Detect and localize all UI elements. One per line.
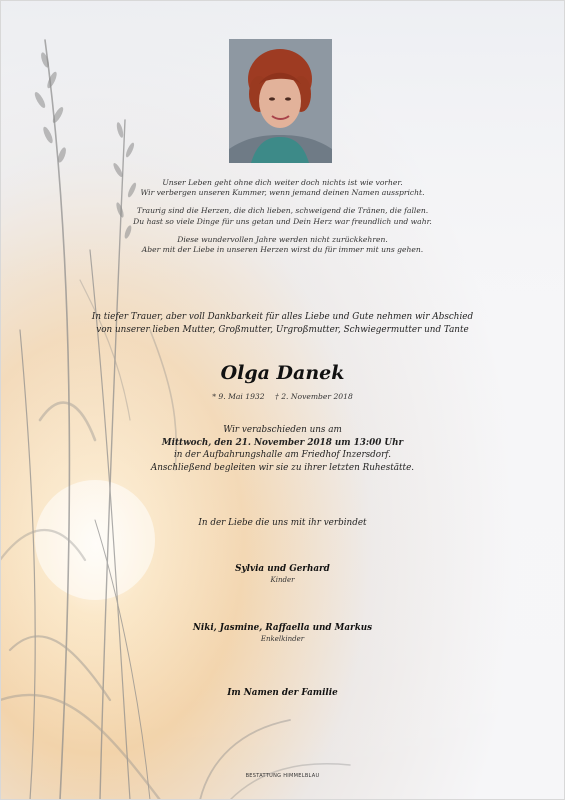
funeral-details: [0, 424, 565, 474]
poem-line: Wir verbergen unseren Kummer, wenn jemand deinen Namen ausspricht.: [140, 188, 425, 198]
mourner-group: [0, 563, 565, 585]
portrait-photo: [229, 39, 332, 163]
intro-line: von unserer lieben Mutter, Großmutter, Urgroßmutter, Schwiegermutter und Tante: [96, 324, 469, 335]
farewell-intro: [0, 311, 565, 336]
deceased-name: Olga Danek: [220, 362, 345, 384]
intro-line: In tiefer Trauer, aber voll Dankbarkeit für alles Liebe und Gute nehmen wir Abschied: [91, 312, 474, 322]
poem-line: Aber mit der Liebe in unseren Herzen wirst du für immer mit uns gehen.: [141, 245, 424, 255]
mourner-names: Sylvia und Gerhard: [235, 564, 330, 574]
birth-date: * 9. Mai 1932: [212, 392, 265, 401]
poem-stanza: [0, 235, 565, 255]
love-line: In der Liebe die uns mit ihr verbindet: [198, 518, 367, 528]
poem: [0, 178, 565, 263]
poem-line: Traurig sind die Herzen, die dich lieben, schweigend die Tränen, die fallen.: [136, 206, 429, 216]
funeral-location: in der Aufbahrungshalle am Friedhof Inzersdorf.: [173, 450, 392, 460]
funeral-line: Wir verabschieden uns am: [223, 425, 342, 435]
poem-stanza: [0, 178, 565, 198]
family-line: Im Namen der Familie: [227, 688, 338, 698]
poem-line: Diese wundervollen Jahre werden nicht zurückkehren.: [177, 234, 388, 244]
life-dates: [0, 392, 565, 401]
funeral-datetime: Mittwoch, den 21. November 2018 um 13:00 Uhr: [161, 437, 404, 448]
funeral-line: Anschließend begleiten wir sie zu ihrer letzten Ruhestätte.: [150, 462, 415, 473]
mourner-group: [0, 622, 565, 644]
funeral-home-footer: BESTATTUNG HIMMELBLAU: [245, 773, 320, 779]
mourner-relation: Kinder: [270, 576, 295, 584]
poem-stanza: [0, 206, 565, 226]
death-date: † 2. November 2018: [274, 392, 353, 401]
mourner-names: Niki, Jasmine, Raffaella und Markus: [192, 623, 373, 633]
mourner-relation: Enkelkinder: [260, 635, 305, 643]
poem-line: Unser Leben geht ohne dich weiter doch nichts ist wie vorher.: [162, 178, 403, 187]
poem-line: Du hast so viele Dinge für uns getan und Dein Herz war freundlich und wahr.: [133, 216, 432, 226]
